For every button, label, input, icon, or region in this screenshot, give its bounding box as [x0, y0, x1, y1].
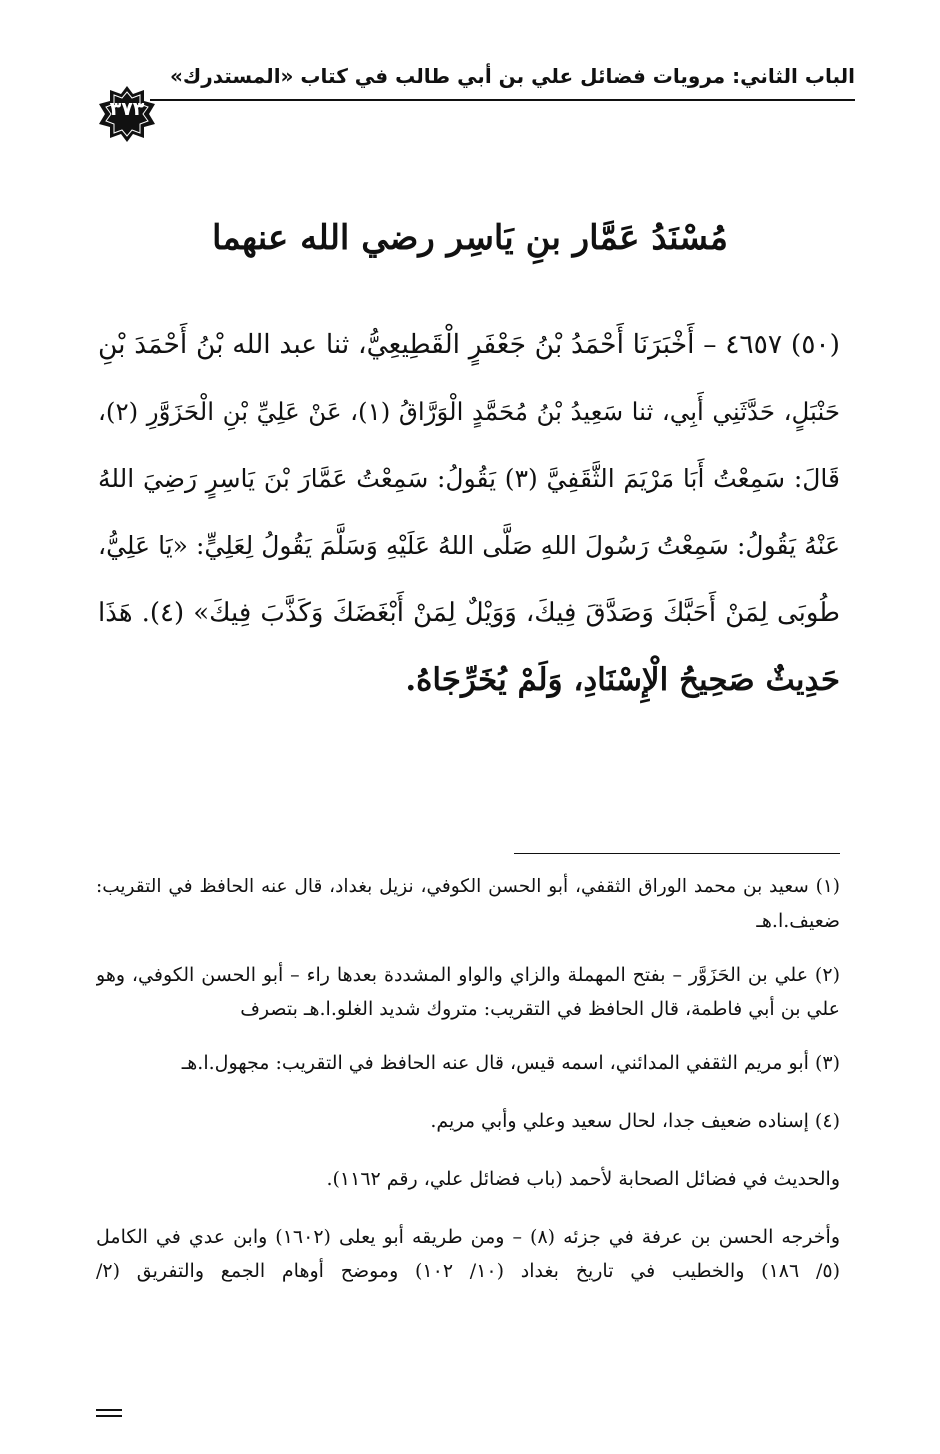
footnote-1 — [96, 870, 840, 938]
text-line: حَدِيثٌ صَحِيحُ الْإِسْنَادِ، وَلَمْ يُخَرِّجَاهُ. — [405, 662, 840, 698]
main-text — [98, 315, 840, 717]
footnote-3 — [96, 1046, 840, 1080]
section-title: مُسْنَدُ عَمَّار بنِ يَاسِر رضي الله عنهما — [212, 218, 728, 258]
footnote-4 — [96, 1104, 840, 1138]
text-line: طُوبَى لِمَنْ أَحَبَّكَ وَصَدَّقَ فِيكَ، وَوَيْلٌ لِمَنْ أَبْغَضَكَ وَكَذَّبَ فِيكَ» (٤). هَذَا — [98, 598, 840, 628]
footnotes — [96, 870, 840, 1308]
text-line: قَالَ: سَمِعْتُ أَبَا مَرْيَمَ الثَّقَفِيَّ (٣) يَقُولُ: سَمِعْتُ عَمَّارَ بْنَ يَاسِرٍ رَضِيَ اللهُ — [98, 464, 840, 493]
footnote-4-ref — [96, 1162, 840, 1196]
footnote-line: (١) سعيد بن محمد الوراق الثقفي، أبو الحسن الكوفي، نزيل بغداد، قال عنه الحافظ في التقريب: — [96, 876, 840, 897]
footnote-separator — [514, 853, 840, 854]
text-line: (٥٠) ٤٦٥٧ – أَخْبَرَنَا أَحْمَدُ بْنُ جَعْفَرٍ الْقَطِيعِيُّ، ثنا عبد الله بْنُ أَحْمَدَ بْنِ — [98, 329, 841, 360]
header-rule — [150, 99, 855, 101]
footnote-line: والحديث في فضائل الصحابة لأحمد (باب فضائل علي، رقم ١١٦٢). — [326, 1168, 840, 1190]
continuation-mark-icon — [96, 1408, 122, 1418]
running-header — [150, 62, 855, 102]
footnote-2 — [96, 958, 840, 1026]
footnote-line: ضعيف.ا.هـ — [756, 910, 840, 932]
footnote-4-takhrij — [96, 1220, 840, 1288]
footnote-line: علي بن أبي فاطمة، قال الحافظ في التقريب: متروك شديد الغلو.ا.هـ بتصرف — [240, 998, 840, 1020]
footnote-line: (٣) أبو مريم الثقفي المدائني، اسمه قيس، قال عنه الحافظ في التقريب: مجهول.ا.هـ — [181, 1052, 840, 1074]
text-line: عَنْهُ يَقُولُ: سَمِعْتُ رَسُولَ اللهِ صَلَّى اللهُ عَلَيْهِ وَسَلَّمَ يَقُولُ لِعَلِيٍّ: «يَا عَلِيُّ، — [98, 531, 840, 560]
footnote-line: (٤) إسناده ضعيف جدا، لحال سعيد وعلي وأبي مريم. — [430, 1110, 840, 1132]
footnote-line: وأخرجه الحسن بن عرفة في جزئه (٨) – ومن طريقه أبو يعلى (١٦٠٢) وابن عدي في الكامل — [96, 1226, 840, 1248]
header-title: الباب الثاني: مرويات فضائل علي بن أبي طالب في كتاب «المستدرك» — [169, 64, 855, 88]
page-number-badge — [92, 84, 162, 144]
footnote-line: (٥/ ١٨٦) والخطيب في تاريخ بغداد (١٠/ ١٠٢) وموضح أوهام الجمع والتفريق (٢/ — [96, 1260, 840, 1282]
page-number: ٣٧٣ — [109, 98, 145, 120]
footnote-line: (٢) علي بن الحَزَوَّر – بفتح المهملة والزاي والواو المشددة بعدها راء – أبو الحسن الكوفي، وهو — [96, 964, 840, 986]
text-line: حَنْبَلٍ، حَدَّثَنِي أَبِي، ثنا سَعِيدُ بْنُ مُحَمَّدٍ الْوَرَّاقُ (١)، عَنْ عَلِيِّ بْنِ الْحَزَوَّرِ (٢)، — [98, 397, 840, 426]
